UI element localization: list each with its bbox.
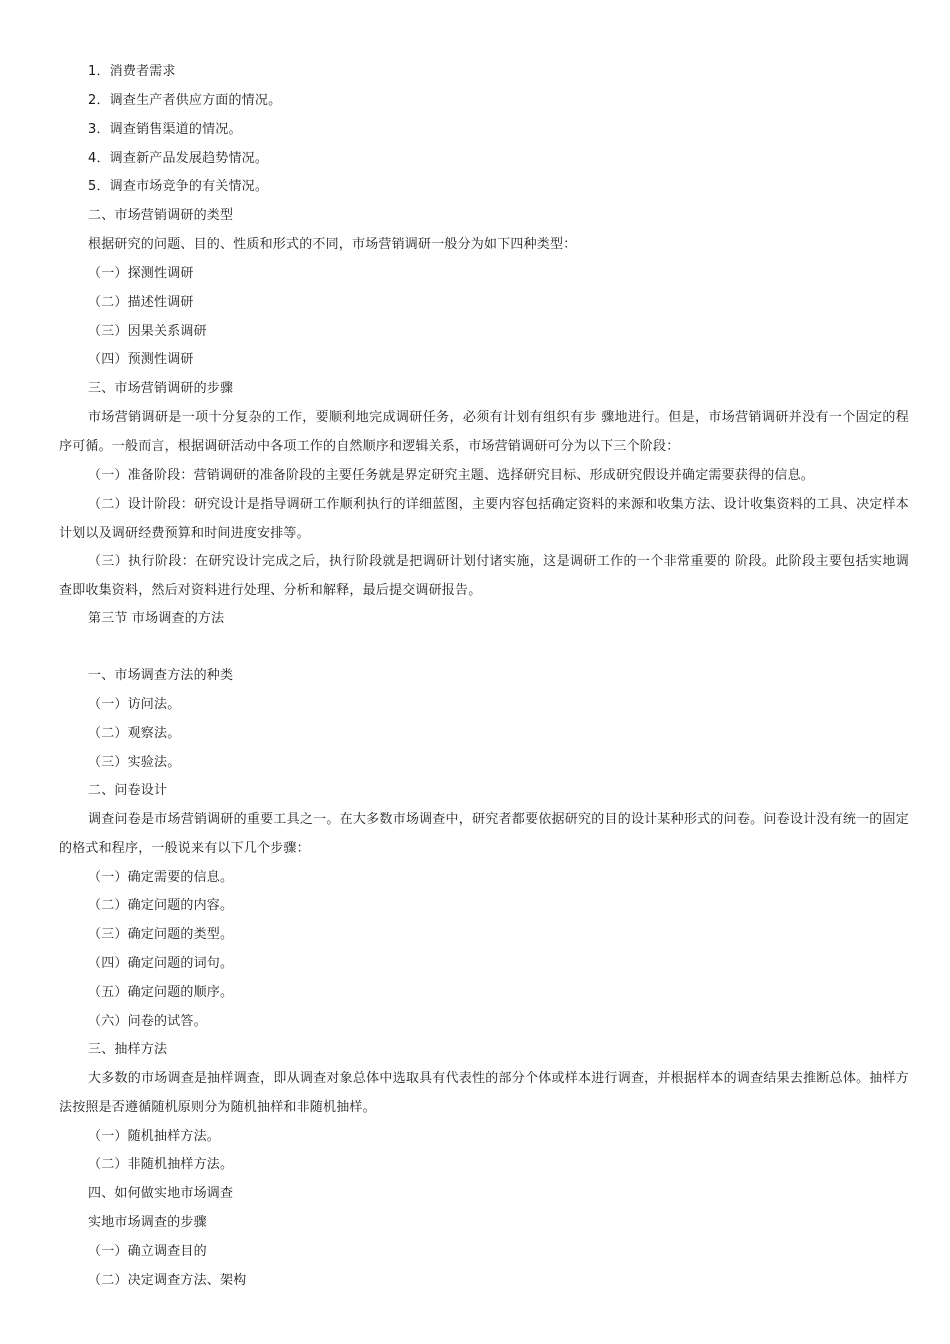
list-item: （六）问卷的试答。 <box>88 1014 207 1029</box>
section-heading: 三、市场营销调研的步骤 <box>88 381 234 396</box>
list-item: （一）访问法。 <box>88 697 181 712</box>
body-text: 根据研究的问题、目的、性质和形式的不同，市场营销调研一般分为如下四种类型： <box>88 237 577 252</box>
list-item: （一）确定需要的信息。 <box>88 870 234 885</box>
body-text: （一）准备阶段：营销调研的准备阶段的主要任务就是界定研究主题、选择研究目标、形成研究假设并确定需要获得的信息。 <box>88 468 815 483</box>
list-item: （二）非随机抽样方法。 <box>88 1157 234 1172</box>
section-heading: 一、市场调查方法的种类 <box>88 668 234 683</box>
list-item: （二）观察法。 <box>88 726 181 741</box>
list-item: （三）因果关系调研 <box>88 324 207 339</box>
paragraph: （二）设计阶段：研究设计是指导调研工作顺利执行的详细蓝图，主要内容包括确定资料的来源和收集方法、设计收集资料的工具、决定样本计划以及调研经费预算和时间进度安排等。 <box>59 497 909 541</box>
paragraph: 调查问卷是市场营销调研的重要工具之一。在大多数市场调查中，研究者都要依据研究的目的设计某种形式的问卷。问卷设计没有统一的固定的格式和程序，一般说来有以下几个步骤： <box>59 812 909 856</box>
list-item: 3．调查销售渠道的情况。 <box>88 122 242 137</box>
list-item: 4．调查新产品发展趋势情况。 <box>88 151 269 166</box>
body-text: 实地市场调查的步骤 <box>88 1215 207 1230</box>
list-item: （一）确立调查目的 <box>88 1244 207 1259</box>
section-heading: 三、抽样方法 <box>88 1042 168 1057</box>
section-heading: 二、问卷设计 <box>88 783 168 798</box>
list-item: （四）预测性调研 <box>88 352 194 367</box>
paragraph: （三）执行阶段：在研究设计完成之后，执行阶段就是把调研计划付诸实施，这是调研工作的一个非常重要的 阶段。此阶段主要包括实地调查即收集资料，然后对资料进行处理、分析和解释，最后提交调研报告。 <box>59 554 909 598</box>
section-heading: 四、如何做实地市场调查 <box>88 1186 234 1201</box>
list-item: 1．消费者需求 <box>88 64 176 79</box>
list-item: （二）决定调查方法、架构 <box>88 1273 247 1288</box>
list-item: （一）探测性调研 <box>88 266 194 281</box>
list-item: （一）随机抽样方法。 <box>88 1129 221 1144</box>
section-heading: 二、市场营销调研的类型 <box>88 208 234 223</box>
list-item: （四）确定问题的词句。 <box>88 956 234 971</box>
paragraph: 大多数的市场调查是抽样调查，即从调查对象总体中选取具有代表性的部分个体或样本进行调查，并根据样本的调查结果去推断总体。抽样方法按照是否遵循随机原则分为随机抽样和非随机抽样。 <box>59 1071 909 1115</box>
list-item: （三）实验法。 <box>88 755 181 770</box>
list-item: （三）确定问题的类型。 <box>88 927 234 942</box>
list-item: （五）确定问题的顺序。 <box>88 985 234 1000</box>
list-item: 5．调查市场竞争的有关情况。 <box>88 179 269 194</box>
list-item: 2．调查生产者供应方面的情况。 <box>88 93 282 108</box>
list-item: （二）描述性调研 <box>88 295 194 310</box>
list-item: （二）确定问题的内容。 <box>88 898 234 913</box>
section-title: 第三节 市场调查的方法 <box>88 611 225 626</box>
paragraph: 市场营销调研是一项十分复杂的工作，要顺利地完成调研任务，必须有计划有组织有步 骤地进行。但是，市场营销调研并没有一个固定的程序可循。一般而言，根据调研活动中各项工作的自然顺序和逻辑关系，市场营销调研可分为以下三个阶段： <box>59 410 909 454</box>
